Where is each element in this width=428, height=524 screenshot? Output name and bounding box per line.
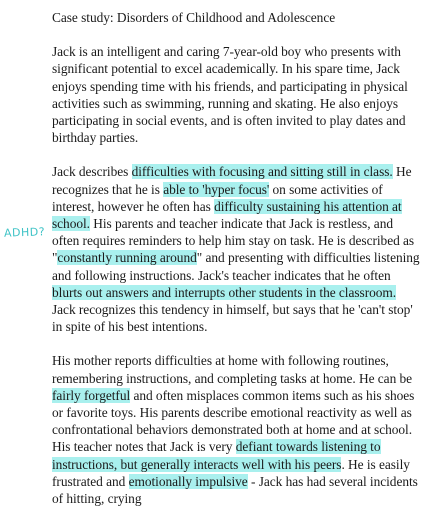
- highlight-forgetful: fairly forgetful: [52, 387, 131, 403]
- paragraph-symptoms: [52, 163, 422, 335]
- paragraph-home-behavior: [52, 352, 422, 507]
- text-segment: " and presenting with difficulties listening and following instructions. Jack's teacher indicates that he often: [52, 250, 420, 283]
- text-segment: His mother reports difficulties at home with following routines, remembering instructions, and completing tasks at home. He can be: [52, 353, 413, 386]
- paragraph-background: Jack is an intelligent and caring 7-year-old boy who presents with significant potential to excel academically. In his spare time, Jack enjoys spending time with his friends, and participating in physical activities such as swimming, running and skating. He also enjoys participating in social events, and is often invited to play dates and birthday parties.: [52, 44, 408, 146]
- handwritten-margin-note: ADHD?: [3, 225, 46, 240]
- highlight-sustaining-attention: difficulty sustaining his attention at school.: [52, 198, 402, 232]
- highlight-focus-difficulty: difficulties with focusing and sitting still in class.: [131, 164, 393, 180]
- text-segment: He recognizes that he is: [52, 164, 412, 197]
- document-title: Case study: Disorders of Childhood and Adolescence: [52, 10, 336, 25]
- highlight-blurts-out: blurts out answers and interrupts other students in the classroom.: [52, 284, 397, 300]
- highlight-emotionally-impulsive: emotionally impulsive: [128, 473, 248, 489]
- text-segment: and often misplaces common items such as his shoes or favorite toys. His parents describe emotional reactivity as well as confrontational behaviors demonstrated both at home and at school. His teacher notes that Jack is very: [52, 387, 415, 455]
- highlight-running-around: constantly running around: [57, 250, 197, 266]
- text-segment: . He is easily frustrated and: [52, 456, 410, 489]
- text-segment: - Jack has had several incidents of hitting, crying: [52, 473, 418, 507]
- highlight-defiant: defiant towards listening to instructions, but generally interacts well with his peers: [52, 439, 381, 472]
- document-body: [52, 9, 422, 524]
- text-segment: Jack describes: [52, 164, 132, 180]
- text-segment: His parents and teacher indicate that Jack is restless, and often requires reminders to help him stay on task. He is described as ": [52, 216, 415, 266]
- text-segment: on some activities of interest, however he often has: [52, 181, 383, 214]
- text-segment: Jack recognizes this tendency in himself, but says that he 'can't stop' in spite of his best intentions.: [52, 302, 413, 335]
- highlight-hyper-focus: able to 'hyper focus': [163, 181, 270, 197]
